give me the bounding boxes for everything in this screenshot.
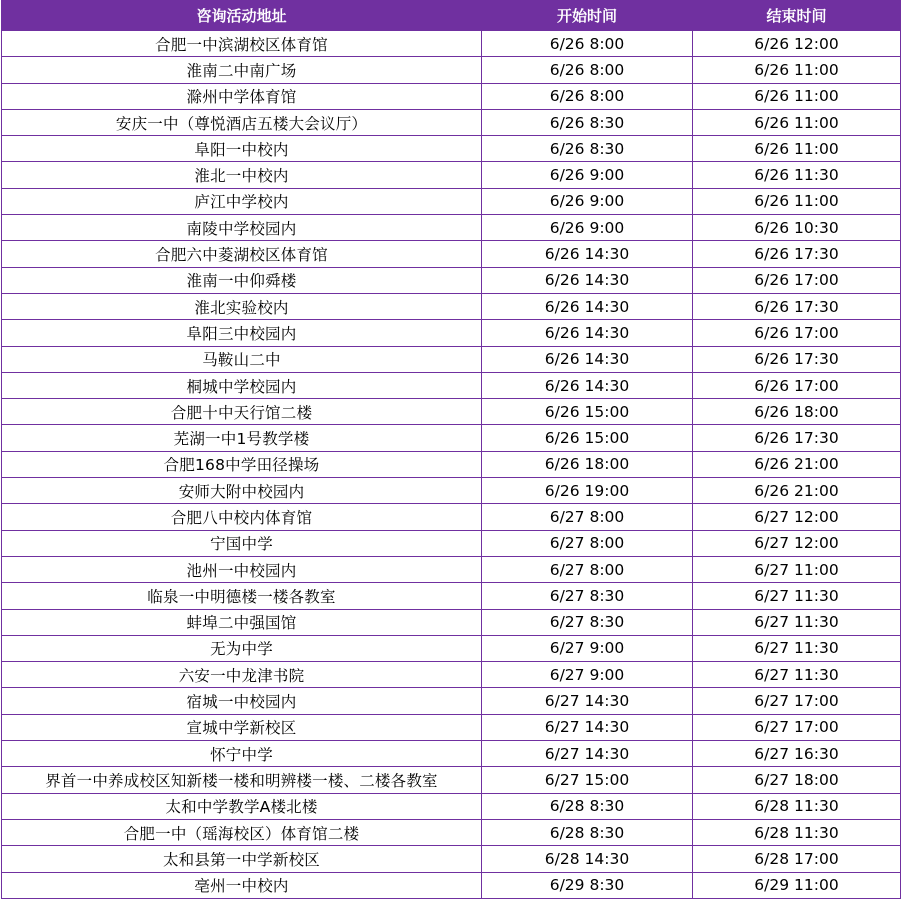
cell-location: 阜阳一中校内 [2,136,482,162]
cell-location: 庐江中学校内 [2,188,482,214]
cell-start-time: 6/28 14:30 [482,846,693,872]
cell-location: 合肥一中（瑶海校区）体育馆二楼 [2,819,482,845]
table-row [2,714,901,740]
table-row [2,372,901,398]
table-row [2,83,901,109]
cell-location: 马鞍山二中 [2,346,482,372]
cell-location: 合肥八中校内体育馆 [2,504,482,530]
cell-location: 淮南一中仰舜楼 [2,267,482,293]
cell-end-time: 6/27 18:00 [693,767,901,793]
table-row [2,425,901,451]
cell-end-time: 6/26 11:30 [693,162,901,188]
cell-end-time: 6/26 21:00 [693,478,901,504]
table-row [2,346,901,372]
cell-end-time: 6/28 11:30 [693,793,901,819]
cell-location: 太和中学教学A楼北楼 [2,793,482,819]
cell-start-time: 6/27 8:00 [482,556,693,582]
cell-start-time: 6/27 8:00 [482,504,693,530]
cell-end-time: 6/26 12:00 [693,31,901,57]
cell-location: 怀宁中学 [2,741,482,767]
cell-end-time: 6/27 17:00 [693,714,901,740]
cell-location: 池州一中校园内 [2,556,482,582]
table-row [2,846,901,872]
table-row [2,293,901,319]
cell-start-time: 6/26 18:00 [482,451,693,477]
cell-location: 界首一中养成校区知新楼一楼和明辨楼一楼、二楼各教室 [2,767,482,793]
cell-start-time: 6/26 14:30 [482,241,693,267]
cell-start-time: 6/26 19:00 [482,478,693,504]
cell-location: 滁州中学体育馆 [2,83,482,109]
table-row [2,741,901,767]
table-row [2,635,901,661]
cell-start-time: 6/26 14:30 [482,372,693,398]
cell-end-time: 6/26 11:00 [693,83,901,109]
cell-start-time: 6/27 14:30 [482,688,693,714]
table-row [2,793,901,819]
header-location: 咨询活动地址 [2,1,482,31]
cell-start-time: 6/27 14:30 [482,741,693,767]
cell-location: 淮北实验校内 [2,293,482,319]
table-row [2,819,901,845]
table-row [2,688,901,714]
cell-start-time: 6/27 8:00 [482,530,693,556]
table-row [2,399,901,425]
cell-location: 太和县第一中学新校区 [2,846,482,872]
header-start-time: 开始时间 [482,1,693,31]
cell-end-time: 6/27 11:30 [693,635,901,661]
cell-location: 安师大附中校园内 [2,478,482,504]
table-row [2,451,901,477]
cell-end-time: 6/29 11:00 [693,872,901,898]
cell-start-time: 6/26 8:00 [482,83,693,109]
cell-end-time: 6/28 11:30 [693,819,901,845]
cell-end-time: 6/26 11:00 [693,57,901,83]
table-row [2,767,901,793]
cell-location: 阜阳三中校园内 [2,320,482,346]
cell-end-time: 6/26 17:00 [693,372,901,398]
cell-end-time: 6/26 17:00 [693,267,901,293]
table-row [2,504,901,530]
cell-end-time: 6/26 18:00 [693,399,901,425]
cell-start-time: 6/26 14:30 [482,320,693,346]
cell-end-time: 6/26 17:30 [693,346,901,372]
table-row [2,662,901,688]
cell-start-time: 6/26 14:30 [482,267,693,293]
cell-start-time: 6/26 9:00 [482,215,693,241]
cell-location: 宁国中学 [2,530,482,556]
cell-end-time: 6/27 11:30 [693,609,901,635]
cell-start-time: 6/27 9:00 [482,635,693,661]
cell-start-time: 6/26 8:00 [482,57,693,83]
cell-end-time: 6/27 11:00 [693,556,901,582]
cell-end-time: 6/28 17:00 [693,846,901,872]
cell-end-time: 6/27 16:30 [693,741,901,767]
cell-start-time: 6/26 8:00 [482,31,693,57]
cell-end-time: 6/27 12:00 [693,530,901,556]
cell-start-time: 6/27 14:30 [482,714,693,740]
table-row [2,215,901,241]
cell-end-time: 6/26 10:30 [693,215,901,241]
cell-end-time: 6/26 21:00 [693,451,901,477]
cell-start-time: 6/27 8:30 [482,609,693,635]
cell-end-time: 6/26 17:30 [693,241,901,267]
header-row [2,1,901,31]
table-row [2,241,901,267]
cell-location: 合肥168中学田径操场 [2,451,482,477]
cell-location: 芜湖一中1号教学楼 [2,425,482,451]
table-row [2,556,901,582]
cell-end-time: 6/26 17:30 [693,425,901,451]
cell-end-time: 6/26 11:00 [693,188,901,214]
cell-location: 宿城一中校园内 [2,688,482,714]
table-row [2,872,901,898]
cell-start-time: 6/26 9:00 [482,162,693,188]
table-body [2,31,901,899]
table-header [2,1,901,31]
cell-location: 南陵中学校园内 [2,215,482,241]
table-row [2,609,901,635]
cell-start-time: 6/26 14:30 [482,346,693,372]
table-row [2,530,901,556]
cell-end-time: 6/26 17:30 [693,293,901,319]
cell-start-time: 6/29 8:30 [482,872,693,898]
cell-end-time: 6/26 11:00 [693,109,901,135]
cell-start-time: 6/27 9:00 [482,662,693,688]
table-row [2,267,901,293]
table-row [2,136,901,162]
table-row [2,188,901,214]
cell-start-time: 6/27 15:00 [482,767,693,793]
cell-start-time: 6/26 9:00 [482,188,693,214]
cell-start-time: 6/26 14:30 [482,293,693,319]
cell-start-time: 6/26 15:00 [482,425,693,451]
cell-location: 合肥十中天行馆二楼 [2,399,482,425]
cell-end-time: 6/27 11:30 [693,662,901,688]
cell-location: 无为中学 [2,635,482,661]
table-row [2,320,901,346]
header-end-time: 结束时间 [693,1,901,31]
cell-location: 亳州一中校内 [2,872,482,898]
cell-start-time: 6/26 15:00 [482,399,693,425]
cell-location: 淮南二中南广场 [2,57,482,83]
cell-location: 安庆一中（尊悦酒店五楼大会议厅） [2,109,482,135]
cell-start-time: 6/26 8:30 [482,136,693,162]
table-row [2,162,901,188]
cell-start-time: 6/28 8:30 [482,793,693,819]
cell-location: 六安一中龙津书院 [2,662,482,688]
table-row [2,583,901,609]
table-row [2,31,901,57]
cell-location: 临泉一中明德楼一楼各教室 [2,583,482,609]
cell-end-time: 6/26 17:00 [693,320,901,346]
cell-location: 宣城中学新校区 [2,714,482,740]
cell-end-time: 6/27 17:00 [693,688,901,714]
cell-end-time: 6/27 12:00 [693,504,901,530]
cell-location: 蚌埠二中强国馆 [2,609,482,635]
cell-start-time: 6/26 8:30 [482,109,693,135]
cell-end-time: 6/26 11:00 [693,136,901,162]
consultation-schedule-table [1,0,901,899]
cell-start-time: 6/28 8:30 [482,819,693,845]
table-row [2,478,901,504]
cell-start-time: 6/27 8:30 [482,583,693,609]
cell-location: 桐城中学校园内 [2,372,482,398]
cell-location: 淮北一中校内 [2,162,482,188]
table-row [2,109,901,135]
table-row [2,57,901,83]
cell-location: 合肥一中滨湖校区体育馆 [2,31,482,57]
cell-location: 合肥六中菱湖校区体育馆 [2,241,482,267]
cell-end-time: 6/27 11:30 [693,583,901,609]
